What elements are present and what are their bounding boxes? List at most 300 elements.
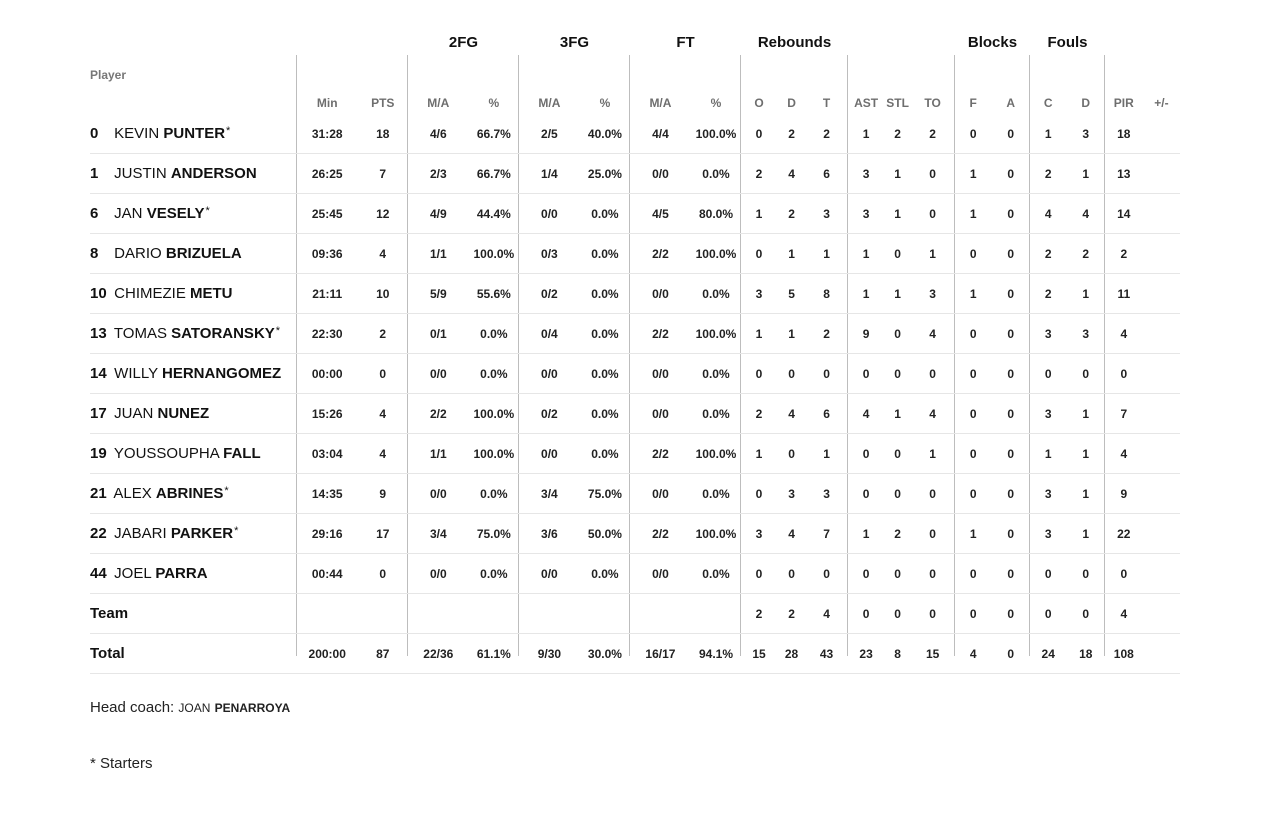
stat-cell-pir: 13 [1105,154,1143,194]
stat-cell-blk-a: 0 [992,394,1030,434]
stat-cell-t: 0 [806,354,848,394]
stat-cell-d: 0 [778,434,806,474]
stat-cell-blk-f: 0 [955,394,992,434]
stat-cell-foul-c: 2 [1030,154,1067,194]
stat-cell-t: 6 [806,394,848,434]
stat-cell-ast: 3 [848,194,885,234]
player-last-name: PUNTER [163,125,226,142]
total-cell-min: 200:00 [296,634,358,674]
stat-cell-o: 1 [741,434,778,474]
stat-cell-ft-ma: 0/0 [629,394,691,434]
player-name-cell [90,274,296,314]
stat-cell-foul-c: 3 [1030,474,1067,514]
stat-cell-foul-d: 4 [1067,194,1105,234]
stat-cell-fg2-pct: 55.6% [469,274,518,314]
stat-cell-fg2-pct: 0.0% [469,354,518,394]
starter-marker: * [275,325,281,337]
blk-f-header: F [969,96,977,110]
player-header-spacer [90,70,296,114]
player-row [90,514,1180,554]
stat-cell-blk-a: 0 [992,154,1030,194]
stat-cell-ft-ma: 0/0 [629,154,691,194]
stat-cell-fg3-ma: 2/5 [518,114,580,154]
stat-cell-d: 1 [778,234,806,274]
box-score-body [90,114,1180,674]
stat-cell-fg3-pct: 25.0% [580,154,629,194]
stat-cell-pts: 17 [358,514,407,554]
stat-cell-fg2-pct: 0.0% [469,554,518,594]
stat-cell-pts: 2 [358,314,407,354]
stat-cell-d: 4 [778,154,806,194]
stat-cell-foul-c: 4 [1030,194,1067,234]
player-name-cell [90,474,296,514]
player-last-name: BRIZUELA [165,245,242,262]
player-last-name: PARRA [155,565,208,582]
stat-cell-fg3-pct: 50.0% [580,514,629,554]
blk-a-header: A [1006,96,1016,110]
stat-cell-d: 0 [778,354,806,394]
player-number: 14 [90,365,107,382]
stat-cell-foul-c: 1 [1030,434,1067,474]
player-row [90,354,1180,394]
stat-cell-fg2-ma: 4/6 [407,114,469,154]
stat-cell-stl: 0 [885,234,911,274]
stat-cell-fg2-pct: 100.0% [469,234,518,274]
total-cell-stl: 8 [885,634,911,674]
stat-cell-blk-f: 0 [955,554,992,594]
team-cell-fg2-ma [407,594,469,634]
starters-footnote: * Starters [90,755,153,772]
player-row [90,234,1180,274]
stat-cell-foul-d: 1 [1067,474,1105,514]
stat-cell-fg3-ma: 1/4 [518,154,580,194]
plus-minus-header: +/- [1154,96,1169,110]
stat-cell-pts: 12 [358,194,407,234]
team-cell-fg3-pct [580,594,629,634]
stat-cell-to: 1 [911,434,955,474]
group-3fg: 3FG [559,34,590,51]
stat-cell-t: 1 [806,234,848,274]
player-first-name: JOEL [114,565,152,582]
stat-cell-fg3-ma: 0/0 [518,194,580,234]
header-row [90,70,1180,114]
stat-cell-stl: 1 [885,274,911,314]
box-score-table [90,70,1180,674]
player-name-cell [90,434,296,474]
stat-cell-blk-a: 0 [992,354,1030,394]
stat-cell-fg3-ma: 0/2 [518,274,580,314]
reb-t-header: T [822,96,831,110]
stat-cell-ft-pct: 100.0% [691,434,740,474]
stat-cell-pir: 22 [1105,514,1143,554]
stat-cell-foul-d: 1 [1067,394,1105,434]
stat-cell-min: 00:44 [296,554,358,594]
player-first-name: DARIO [114,245,162,262]
stat-cell-d: 5 [778,274,806,314]
stat-cell-ast: 0 [848,554,885,594]
stat-cell-ast: 0 [848,434,885,474]
stat-cell-ft-pct: 80.0% [691,194,740,234]
team-cell-foul-c: 0 [1030,594,1067,634]
stat-cell-d: 1 [778,314,806,354]
stat-cell-fg2-pct: 66.7% [469,154,518,194]
coach-last-name: PENARROYA [214,701,291,715]
player-number: 8 [90,245,99,262]
total-cell-pm [1143,634,1180,674]
total-cell-fg3-pct: 30.0% [580,634,629,674]
stat-cell-ft-ma: 2/2 [629,514,691,554]
player-number: 13 [90,325,107,342]
stat-cell-pts: 9 [358,474,407,514]
fg3-pct-header: % [599,96,611,110]
stat-cell-min: 09:36 [296,234,358,274]
stat-cell-ft-ma: 0/0 [629,354,691,394]
total-cell-to: 15 [911,634,955,674]
stat-cell-pm [1143,114,1180,154]
stat-cell-blk-f: 1 [955,194,992,234]
stat-cell-o: 0 [741,554,778,594]
stat-cell-pir: 14 [1105,194,1143,234]
stat-cell-fg2-ma: 0/0 [407,554,469,594]
stat-cell-pts: 4 [358,394,407,434]
team-row [90,594,1180,634]
player-first-name: YOUSSOUPHA [113,445,219,462]
player-name-cell [90,554,296,594]
stat-cell-ft-pct: 0.0% [691,354,740,394]
stat-cell-fg2-ma: 1/1 [407,434,469,474]
team-cell-ft-pct [691,594,740,634]
stat-cell-blk-a: 0 [992,194,1030,234]
head-coach [90,699,290,716]
stat-cell-d: 2 [778,194,806,234]
stat-cell-ft-pct: 100.0% [691,314,740,354]
stat-cell-fg3-ma: 0/0 [518,354,580,394]
stat-cell-pir: 2 [1105,234,1143,274]
stat-cell-ft-ma: 0/0 [629,274,691,314]
player-last-name: PARKER [170,525,234,542]
total-cell-foul-c: 24 [1030,634,1067,674]
stat-cell-pts: 4 [358,434,407,474]
stat-cell-blk-a: 0 [992,514,1030,554]
stat-cell-fg3-ma: 0/3 [518,234,580,274]
stat-cell-fg2-pct: 100.0% [469,394,518,434]
stat-cell-ft-ma: 2/2 [629,314,691,354]
stat-cell-pm [1143,474,1180,514]
player-last-name: VESELY [146,205,205,222]
player-number: 10 [90,285,107,302]
team-cell-pm [1143,594,1180,634]
stat-cell-fg3-ma: 3/6 [518,514,580,554]
player-name-cell [90,514,296,554]
stat-cell-ft-pct: 100.0% [691,514,740,554]
stat-cell-pts: 7 [358,154,407,194]
group-ft: FT [676,34,695,51]
stat-cell-t: 6 [806,154,848,194]
team-label: Team [90,594,296,634]
stat-cell-pts: 4 [358,234,407,274]
stat-cell-fg3-ma: 0/2 [518,394,580,434]
stat-cell-ft-pct: 100.0% [691,114,740,154]
stat-cell-stl: 1 [885,154,911,194]
ast-header: AST [854,96,879,110]
stat-cell-pm [1143,154,1180,194]
total-cell-pir: 108 [1105,634,1143,674]
fg2-pct-header: % [488,96,500,110]
stat-cell-o: 0 [741,114,778,154]
stat-cell-fg3-ma: 0/0 [518,434,580,474]
stat-cell-blk-a: 0 [992,474,1030,514]
stat-cell-foul-c: 3 [1030,314,1067,354]
stat-cell-blk-a: 0 [992,434,1030,474]
stat-cell-fg2-ma: 5/9 [407,274,469,314]
stat-cell-fg2-ma: 2/3 [407,154,469,194]
stat-cell-foul-c: 0 [1030,354,1067,394]
player-first-name: ALEX [113,485,152,502]
stat-cell-blk-a: 0 [992,314,1030,354]
stat-cell-to: 0 [911,194,955,234]
stat-cell-fg3-pct: 0.0% [580,194,629,234]
stat-cell-pir: 11 [1105,274,1143,314]
stat-cell-ast: 1 [848,514,885,554]
stat-cell-fg3-pct: 0.0% [580,314,629,354]
team-cell-foul-d: 0 [1067,594,1105,634]
stat-cell-d: 4 [778,394,806,434]
stat-cell-pir: 7 [1105,394,1143,434]
stat-cell-o: 1 [741,194,778,234]
reb-d-header: D [787,96,796,110]
stat-cell-d: 4 [778,514,806,554]
stat-cell-blk-f: 0 [955,314,992,354]
team-cell-pts [358,594,407,634]
stat-cell-pir: 4 [1105,434,1143,474]
stat-cell-fg2-ma: 2/2 [407,394,469,434]
group-rebounds: Rebounds [757,34,832,51]
stat-cell-min: 03:04 [296,434,358,474]
stat-cell-blk-f: 1 [955,154,992,194]
stat-cell-fg3-ma: 0/4 [518,314,580,354]
stat-cell-min: 14:35 [296,474,358,514]
coach-label: Head coach: [90,699,175,716]
fg2-ma-header: M/A [427,96,450,110]
stat-cell-fg2-ma: 0/0 [407,354,469,394]
player-first-name: CHIMEZIE [114,285,186,302]
player-first-name: JAN [114,205,143,222]
player-row [90,194,1180,234]
player-row [90,434,1180,474]
player-row [90,114,1180,154]
player-name-cell [90,194,296,234]
stat-cell-fg2-ma: 1/1 [407,234,469,274]
stat-cell-blk-f: 0 [955,114,992,154]
stat-cell-pir: 0 [1105,354,1143,394]
stat-cell-min: 31:28 [296,114,358,154]
stat-cell-pm [1143,434,1180,474]
stat-cell-o: 0 [741,354,778,394]
stat-cell-o: 2 [741,154,778,194]
total-cell-blk-f: 4 [955,634,992,674]
stat-cell-fg2-ma: 3/4 [407,514,469,554]
stat-cell-ft-pct: 0.0% [691,474,740,514]
stat-cell-foul-c: 2 [1030,274,1067,314]
stat-cell-fg3-pct: 0.0% [580,354,629,394]
team-cell-to: 0 [911,594,955,634]
player-last-name: ANDERSON [170,165,257,182]
stat-cell-ft-ma: 4/5 [629,194,691,234]
stat-cell-fg3-pct: 0.0% [580,234,629,274]
stat-cell-t: 2 [806,314,848,354]
player-row [90,314,1180,354]
stat-cell-blk-a: 0 [992,274,1030,314]
stat-cell-pts: 10 [358,274,407,314]
group-fouls: Fouls [1047,34,1088,51]
player-number: 17 [90,405,107,422]
player-first-name: JUSTIN [114,165,167,182]
foul-c-header: C [1043,96,1053,110]
stat-cell-fg2-pct: 44.4% [469,194,518,234]
to-header: TO [924,96,941,110]
stat-cell-fg2-ma: 0/0 [407,474,469,514]
starter-marker: * [234,525,239,537]
stat-cell-foul-d: 1 [1067,434,1105,474]
player-number: 0 [90,125,99,142]
ft-pct-header: % [710,96,722,110]
stat-cell-d: 2 [778,114,806,154]
stat-cell-pm [1143,514,1180,554]
team-cell-t: 4 [806,594,848,634]
stat-cell-t: 0 [806,554,848,594]
stat-cell-fg2-pct: 100.0% [469,434,518,474]
stat-cell-stl: 0 [885,314,911,354]
team-cell-o: 2 [741,594,778,634]
stat-cell-fg3-pct: 75.0% [580,474,629,514]
total-cell-pts: 87 [358,634,407,674]
stat-cell-foul-d: 3 [1067,114,1105,154]
player-name-cell [90,394,296,434]
total-cell-fg3-ma: 9/30 [518,634,580,674]
group-2fg: 2FG [448,34,479,51]
stat-cell-t: 3 [806,194,848,234]
starter-marker: * [226,125,231,137]
stat-cell-o: 3 [741,514,778,554]
player-name-cell [90,154,296,194]
stat-cell-pts: 0 [358,354,407,394]
stat-cell-t: 1 [806,434,848,474]
stat-cell-min: 22:30 [296,314,358,354]
stat-cell-o: 1 [741,314,778,354]
stat-cell-foul-d: 0 [1067,354,1105,394]
player-number: 44 [90,565,107,582]
stat-cell-min: 00:00 [296,354,358,394]
stat-cell-blk-f: 0 [955,474,992,514]
stat-cell-fg2-pct: 0.0% [469,474,518,514]
stat-cell-t: 3 [806,474,848,514]
stat-cell-fg2-pct: 0.0% [469,314,518,354]
stat-cell-fg3-ma: 0/0 [518,554,580,594]
player-last-name: METU [190,285,233,302]
pts-header: PTS [371,96,395,110]
stat-cell-min: 15:26 [296,394,358,434]
stat-cell-pm [1143,394,1180,434]
stat-cell-blk-f: 1 [955,514,992,554]
min-header: Min [316,96,338,110]
stat-cell-min: 21:11 [296,274,358,314]
stat-cell-o: 2 [741,394,778,434]
player-row [90,154,1180,194]
stat-cell-to: 0 [911,514,955,554]
stat-cell-ast: 0 [848,474,885,514]
team-cell-fg2-pct [469,594,518,634]
stat-cell-o: 3 [741,274,778,314]
group-blocks: Blocks [967,34,1018,51]
stat-cell-ft-pct: 0.0% [691,154,740,194]
player-column-header: Player [90,68,127,82]
player-first-name: KEVIN [114,125,160,142]
total-cell-fg2-pct: 61.1% [469,634,518,674]
stat-cell-pm [1143,274,1180,314]
stat-cell-t: 8 [806,274,848,314]
stat-cell-pm [1143,554,1180,594]
stat-cell-to: 0 [911,154,955,194]
player-last-name: NUNEZ [157,405,210,422]
player-first-name: WILLY [114,365,158,382]
stat-cell-foul-c: 3 [1030,394,1067,434]
total-row [90,634,1180,674]
stat-cell-fg2-ma: 4/9 [407,194,469,234]
stat-cell-ft-ma: 4/4 [629,114,691,154]
pir-header: PIR [1113,96,1134,110]
stat-cell-d: 0 [778,554,806,594]
player-first-name: TOMAS [113,325,167,342]
stat-cell-stl: 0 [885,434,911,474]
stat-cell-stl: 0 [885,554,911,594]
total-cell-ft-ma: 16/17 [629,634,691,674]
player-number: 6 [90,205,99,222]
stl-header: STL [886,96,909,110]
stat-cell-fg3-pct: 0.0% [580,394,629,434]
stat-cell-fg3-ma: 3/4 [518,474,580,514]
player-name-cell [90,234,296,274]
stat-cell-d: 3 [778,474,806,514]
stat-cell-stl: 1 [885,194,911,234]
stat-cell-ft-ma: 2/2 [629,434,691,474]
fg3-ma-header: M/A [538,96,561,110]
stat-cell-foul-c: 1 [1030,114,1067,154]
player-name-cell [90,354,296,394]
stat-cell-ft-ma: 0/0 [629,554,691,594]
stat-cell-stl: 0 [885,474,911,514]
stat-cell-to: 3 [911,274,955,314]
team-cell-blk-f: 0 [955,594,992,634]
player-number: 1 [90,165,99,182]
stat-cell-ft-ma: 2/2 [629,234,691,274]
stat-cell-o: 0 [741,234,778,274]
player-number: 21 [90,485,107,502]
stat-cell-blk-a: 0 [992,554,1030,594]
stat-cell-ft-pct: 0.0% [691,274,740,314]
stat-cell-fg3-pct: 0.0% [580,554,629,594]
stat-cell-blk-f: 0 [955,354,992,394]
stat-cell-pir: 4 [1105,314,1143,354]
stat-cell-blk-a: 0 [992,114,1030,154]
player-first-name: JABARI [114,525,167,542]
player-last-name: HERNANGOMEZ [161,365,282,382]
stat-cell-ast: 0 [848,354,885,394]
stat-cell-to: 0 [911,354,955,394]
reb-o-header: O [754,96,764,110]
stat-cell-foul-d: 1 [1067,274,1105,314]
stat-cell-pm [1143,354,1180,394]
total-label: Total [90,634,296,674]
